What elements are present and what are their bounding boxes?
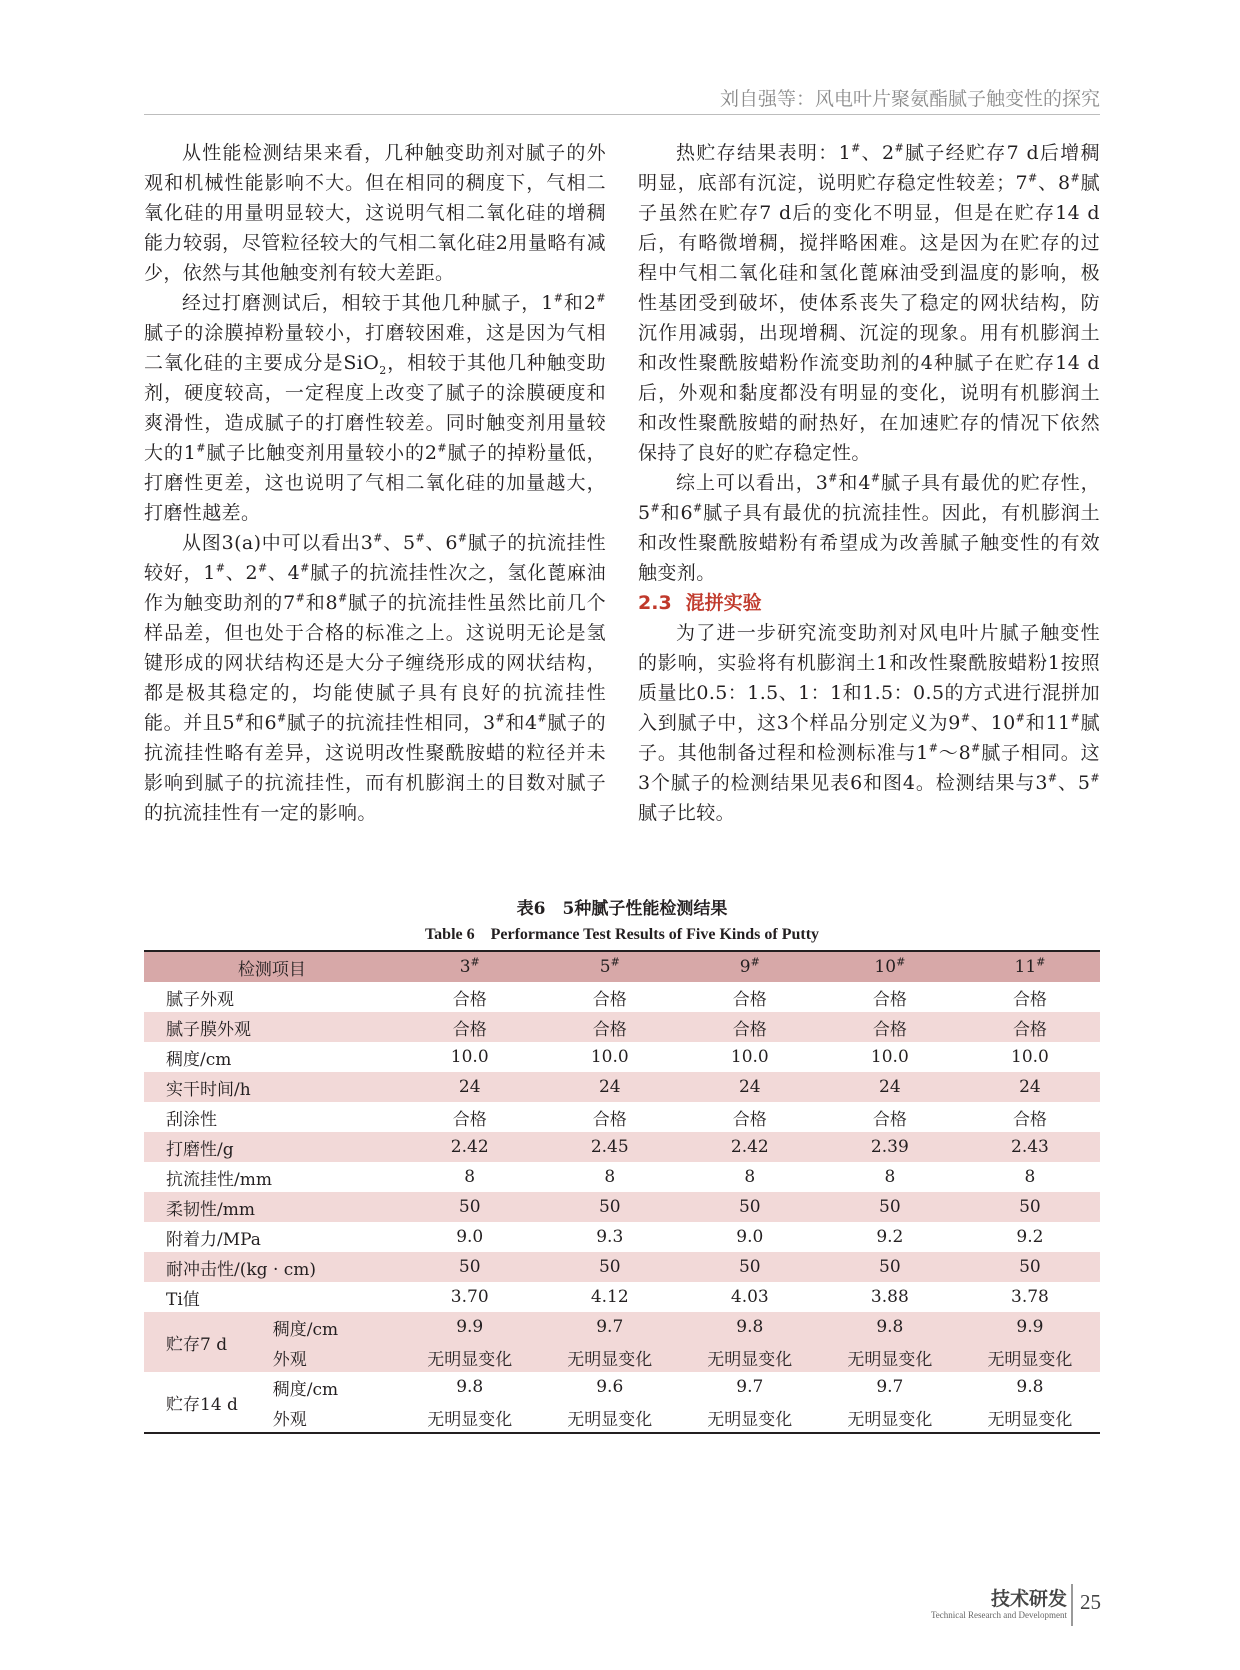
table-row bbox=[144, 1312, 1100, 1342]
footer-divider bbox=[1071, 1584, 1073, 1626]
table-cell: 9.6 bbox=[596, 1377, 624, 1397]
table-cell: 24 bbox=[458, 1077, 481, 1097]
subrow-label: 稠度/cm bbox=[272, 1379, 339, 1400]
row-label: 腻子膜外观 bbox=[166, 1019, 251, 1040]
table-cell: 无明显变化 bbox=[427, 1349, 513, 1370]
table-cell: 24 bbox=[738, 1077, 761, 1097]
table-cell: 50 bbox=[1019, 1197, 1041, 1217]
table-cell: 无明显变化 bbox=[427, 1409, 513, 1430]
table-row bbox=[144, 1342, 1100, 1372]
table-cell: 4.12 bbox=[590, 1287, 629, 1307]
table-row bbox=[144, 1012, 1100, 1042]
paragraph: 综上可以看出，3#和4#腻子具有最优的贮存性，5#和6#腻子具有最优的抗流挂性。因此，有机膨润土和改性聚酰胺蜡粉有希望成为改善腻子触变性的有效触变剂。 bbox=[638, 471, 1101, 584]
table-cell: 无明显变化 bbox=[987, 1409, 1073, 1430]
column-header: 9# bbox=[739, 955, 760, 977]
table-cell: 合格 bbox=[452, 989, 487, 1010]
paragraph: 从性能检测结果来看，几种触变助剂对腻子的外观和机械性能影响不大。但在相同的稠度下，气相二氧化硅的用量明显较大，这说明气相二氧化硅的增稠能力较弱，尽管粒径较大的气相二氧化硅2用量略有减少，依然与其他触变剂有较大差距。 bbox=[144, 142, 606, 284]
table-cell: 50 bbox=[598, 1197, 621, 1217]
table-cell: 9.8 bbox=[1016, 1377, 1044, 1397]
table-cell: 9.0 bbox=[736, 1227, 764, 1247]
table-cell: 2.43 bbox=[1011, 1137, 1049, 1157]
table-cell: 50 bbox=[598, 1257, 621, 1277]
table-cell: 3.88 bbox=[870, 1287, 909, 1307]
table-row bbox=[144, 1372, 1100, 1402]
table-cell: 8 bbox=[744, 1167, 756, 1187]
table-cell: 无明显变化 bbox=[847, 1349, 933, 1370]
row-label: 腻子外观 bbox=[166, 989, 234, 1010]
row-label: Ti值 bbox=[166, 1289, 200, 1310]
table-cell: 合格 bbox=[592, 1109, 627, 1130]
subrow-label: 外观 bbox=[272, 1409, 307, 1430]
paragraph: 为了进一步研究流变助剂对风电叶片腻子触变性的影响，实验将有机膨润土1和改性聚酰胺蜡粉1按照质量比0.5：1.5、1：1和1.5：0.5的方式进行混拼加入到腻子中，这3个样品分别定义为9#、10#和11#腻子。其他制备过程和检测标准与1#～8#腻子相同。这3个腻子的检测结果见表6和图4。检测结果与3#、5#腻子比较。 bbox=[638, 622, 1101, 824]
table-cell: 9.9 bbox=[1016, 1317, 1044, 1337]
table-cell: 24 bbox=[1019, 1077, 1041, 1097]
section-heading bbox=[638, 588, 1100, 618]
table-cell: 9.7 bbox=[596, 1317, 624, 1337]
table-row bbox=[144, 1252, 1100, 1282]
table-cell: 合格 bbox=[872, 1109, 907, 1130]
table-header-row bbox=[144, 951, 1100, 982]
table-cell: 9.2 bbox=[876, 1227, 904, 1247]
table-cell: 8 bbox=[1024, 1167, 1036, 1187]
table-cell: 50 bbox=[738, 1257, 761, 1277]
table-caption-cn: 表6 5种腻子性能检测结果 bbox=[516, 899, 728, 919]
table-cell: 50 bbox=[879, 1197, 901, 1217]
row-label: 实干时间/h bbox=[166, 1079, 251, 1100]
row-label: 打磨性/g bbox=[166, 1139, 234, 1160]
table-cell: 无明显变化 bbox=[847, 1409, 933, 1430]
table-cell: 9.2 bbox=[1016, 1227, 1044, 1247]
row-label: 稠度/cm bbox=[166, 1049, 232, 1070]
column-header: 5# bbox=[599, 955, 620, 977]
table-cell: 无明显变化 bbox=[567, 1409, 653, 1430]
header-rule bbox=[144, 114, 1100, 115]
table-cell: 8 bbox=[464, 1167, 476, 1187]
row-label: 耐冲击性/(kg · cm) bbox=[166, 1259, 317, 1280]
table-cell: 50 bbox=[879, 1257, 901, 1277]
table-cell: 合格 bbox=[732, 989, 767, 1010]
table-cell: 无明显变化 bbox=[987, 1349, 1073, 1370]
table-cell: 24 bbox=[879, 1077, 901, 1097]
left-column bbox=[144, 138, 606, 828]
table-cell: 10.0 bbox=[1011, 1047, 1049, 1067]
table-cell: 2.42 bbox=[730, 1137, 769, 1157]
paragraph: 从图3(a)中可以看出3#、5#、6#腻子的抗流挂性较好，1#、2#、4#腻子的抗流挂性次之，氢化蓖麻油作为触变助剂的7#和8#腻子的抗流挂性虽然比前几个样品差，但也处于合格的标准之上。这说明无论是氢键形成的网状结构还是大分子缠绕形成的网状结构，都是极其稳定的，均能使腻子具有良好的抗流挂性能。并且5#和6#腻子的抗流挂性相同，3#和4#腻子的抗流挂性略有差异，这说明改性聚酰胺蜡的粒径并未影响到腻子的抗流挂性，而有机膨润土的目数对腻子的抗流挂性有一定的影响。 bbox=[144, 531, 607, 824]
paragraph: 热贮存结果表明：1#、2#腻子经贮存7 d后增稠明显，底部有沉淀，说明贮存稳定性较差；7#、8#腻子虽然在贮存7 d后的变化不明显，但是在贮存14 d后，有略微增稠，搅拌略困难。这是因为在贮存的过程中气相二氧化硅和氢化蓖麻油受到温度的影响，极性基团受到破坏，使体系丧失了稳定的网状结构，防沉作用减弱，出现增稠、沉淀的现象。用有机膨润土和改性聚酰胺蜡粉作流变助剂的4种腻子在贮存14 d后，外观和黏度都没有明显的变化，说明有机膨润土和改性聚酰胺蜡的耐热好，在加速贮存的情况下依然保持了良好的贮存稳定性。 bbox=[638, 141, 1101, 464]
right-column bbox=[638, 138, 1100, 828]
subrow-label: 外观 bbox=[272, 1349, 307, 1370]
paragraph: 经过打磨测试后，相较于其他几种腻子，1#和2#腻子的涂膜掉粉量较小，打磨较困难，这是因为气相二氧化硅的主要成分是SiO$_2$，相较于其他几种触变助剂，硬度较高，一定程度上改变了腻子的涂膜硬度和爽滑性，造成腻子的打磨性较差。同时触变剂用量较大的1#腻子比触变剂用量较小的2#腻子的掉粉量低，打磨性更差，这也说明了气相二氧化硅的加量越大，打磨性越差。 bbox=[144, 291, 606, 524]
table-cell: 50 bbox=[458, 1257, 481, 1277]
table-row bbox=[144, 982, 1100, 1012]
column-header: 10# bbox=[874, 955, 906, 977]
header-label: 检测项目 bbox=[237, 959, 306, 980]
table-row bbox=[144, 1282, 1100, 1312]
table-cell: 2.42 bbox=[450, 1137, 489, 1157]
table-row bbox=[144, 1072, 1100, 1102]
table-cell: 8 bbox=[604, 1167, 616, 1187]
table-cell: 10.0 bbox=[870, 1047, 909, 1067]
table-cell: 合格 bbox=[592, 1019, 627, 1040]
table-cell: 无明显变化 bbox=[707, 1409, 793, 1430]
page-number: 25 bbox=[1080, 1590, 1101, 1614]
table-cell: 9.3 bbox=[596, 1227, 624, 1247]
table-cell: 合格 bbox=[1012, 1109, 1047, 1130]
table-cell: 合格 bbox=[452, 1019, 487, 1040]
row-label: 刮涂性 bbox=[166, 1109, 217, 1130]
row-label: 柔韧性/mm bbox=[166, 1199, 255, 1220]
table-cell: 3.70 bbox=[450, 1287, 489, 1307]
footer-section-en: Technical Research and Development bbox=[930, 1610, 1067, 1620]
table-cell: 8 bbox=[884, 1167, 896, 1187]
table-cell: 9.9 bbox=[456, 1317, 484, 1337]
table-cell: 10.0 bbox=[730, 1047, 769, 1067]
table-cell: 合格 bbox=[592, 989, 627, 1010]
table-cell: 9.7 bbox=[876, 1377, 904, 1397]
table-cell: 合格 bbox=[872, 1019, 907, 1040]
table-cell: 无明显变化 bbox=[707, 1349, 793, 1370]
row-label: 附着力/MPa bbox=[166, 1229, 261, 1250]
table-cell: 9.8 bbox=[456, 1377, 484, 1397]
table-cell: 合格 bbox=[1012, 1019, 1047, 1040]
table-cell: 50 bbox=[738, 1197, 761, 1217]
table-cell: 3.78 bbox=[1011, 1287, 1049, 1307]
table-row bbox=[144, 1192, 1100, 1222]
group-label: 贮存14 d bbox=[166, 1394, 238, 1415]
table-caption-en: Table 6 Performance Test Results of Five Kinds of Putty bbox=[424, 926, 820, 943]
column-header: 11# bbox=[1014, 955, 1046, 977]
results-table bbox=[144, 950, 1100, 1434]
footer-section-cn: 技术研发 bbox=[990, 1588, 1067, 1610]
table-cell: 9.0 bbox=[456, 1227, 484, 1247]
table-row bbox=[144, 1132, 1100, 1162]
table-cell: 2.45 bbox=[590, 1137, 629, 1157]
table-cell: 合格 bbox=[732, 1109, 767, 1130]
table-cell: 合格 bbox=[732, 1019, 767, 1040]
group-label: 贮存7 d bbox=[166, 1334, 228, 1355]
table-cell: 4.03 bbox=[730, 1287, 769, 1307]
section-number: 2.3 bbox=[638, 592, 672, 614]
table-cell: 9.7 bbox=[736, 1377, 764, 1397]
table-cell: 50 bbox=[1019, 1257, 1041, 1277]
table-cell: 10.0 bbox=[590, 1047, 629, 1067]
table-cell: 2.39 bbox=[870, 1137, 909, 1157]
table-cell: 24 bbox=[598, 1077, 621, 1097]
column-header: 3# bbox=[459, 955, 480, 977]
table-row bbox=[144, 1102, 1100, 1132]
section-title: 混拼实验 bbox=[685, 592, 762, 614]
table-cell: 合格 bbox=[1012, 989, 1047, 1010]
table-cell: 合格 bbox=[872, 989, 907, 1010]
table-cell: 合格 bbox=[452, 1109, 487, 1130]
subrow-label: 稠度/cm bbox=[272, 1319, 339, 1340]
running-head: 刘自强等：风电叶片聚氨酯腻子触变性的探究 bbox=[719, 88, 1100, 110]
table-cell: 9.8 bbox=[876, 1317, 904, 1337]
table-row bbox=[144, 1042, 1100, 1072]
table-cell: 无明显变化 bbox=[567, 1349, 653, 1370]
table-cell: 10.0 bbox=[450, 1047, 489, 1067]
table-cell: 50 bbox=[458, 1197, 481, 1217]
table-cell: 9.8 bbox=[736, 1317, 764, 1337]
table-row bbox=[144, 1222, 1100, 1252]
table-row bbox=[144, 1402, 1100, 1433]
row-label: 抗流挂性/mm bbox=[166, 1169, 272, 1190]
table-row bbox=[144, 1162, 1100, 1192]
